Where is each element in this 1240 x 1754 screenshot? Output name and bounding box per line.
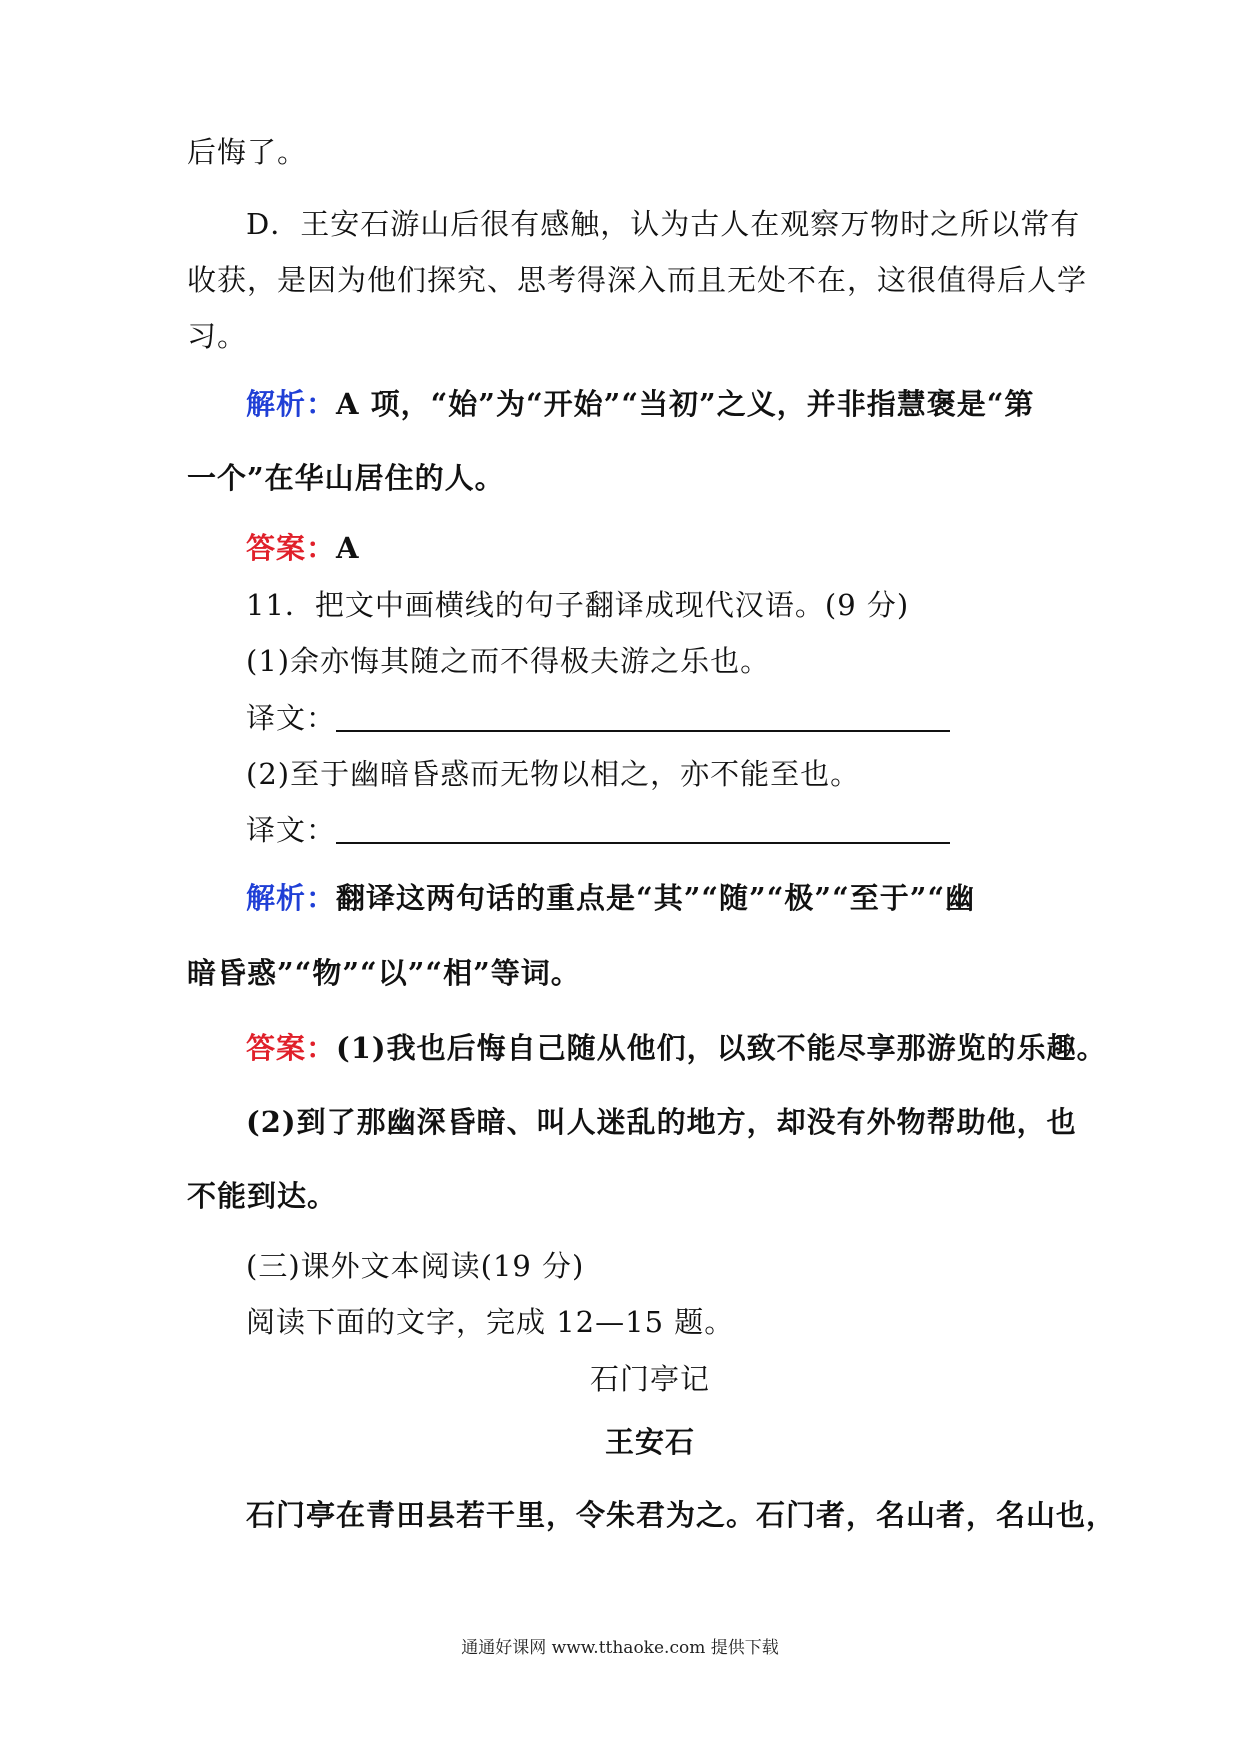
answer-label: 答案： bbox=[246, 1031, 337, 1065]
analysis-label: 解析： bbox=[246, 387, 337, 421]
question-11-sentence-2: (2)至于幽暗昏惑而无物以相之，亦不能至也。 bbox=[246, 757, 861, 791]
passage-title: 石门亭记 bbox=[589, 1362, 710, 1396]
passage-line: 石门亭在青田县若干里，令朱君为之。石门者，名山者，名山也， bbox=[246, 1498, 1117, 1532]
text-line: 后悔了。 bbox=[187, 135, 308, 169]
translation-blank-1[interactable] bbox=[336, 730, 950, 732]
translation-blank-2[interactable] bbox=[336, 842, 950, 844]
instruction: 阅读下面的文字，完成 12—15 题。 bbox=[246, 1305, 735, 1339]
answer-line bbox=[246, 1030, 1107, 1066]
option-d-line: 习。 bbox=[187, 319, 248, 353]
answer-line bbox=[246, 530, 360, 566]
analysis-line bbox=[246, 386, 1034, 422]
section-heading: (三)课外文本阅读(19 分) bbox=[246, 1249, 585, 1283]
analysis-text: A 项，“始”为“开始”“当初”之义，并非指慧褒是“第 bbox=[336, 387, 1035, 421]
analysis-line: 暗昏惑”“物”“以”“相”等词。 bbox=[187, 956, 581, 990]
passage-author: 王安石 bbox=[604, 1425, 695, 1459]
answer-line: 不能到达。 bbox=[187, 1179, 338, 1213]
analysis-text: 翻译这两句话的重点是“其”“随”“极”“至于”“幽 bbox=[336, 881, 976, 915]
page-footer: 通通好课网 www.tthaoke.com 提供下载 bbox=[461, 1638, 779, 1658]
translation-label: 译文： bbox=[246, 813, 337, 847]
answer-text: A bbox=[336, 531, 360, 565]
answer-text: (1)我也后悔自己随从他们，以致不能尽享那游览的乐趣。 bbox=[336, 1031, 1107, 1065]
question-11-sentence-1: (1)余亦悔其随之而不得极夫游之乐也。 bbox=[246, 644, 771, 678]
answer-line: (2)到了那幽深昏暗、叫人迷乱的地方，却没有外物帮助他，也 bbox=[246, 1105, 1077, 1139]
question-11: 11．把文中画横线的句子翻译成现代汉语。(9 分) bbox=[246, 588, 910, 622]
option-d-line: 收获，是因为他们探究、思考得深入而且无处不在，这很值得后人学 bbox=[187, 263, 1088, 297]
analysis-line: 一个”在华山居住的人。 bbox=[187, 461, 505, 495]
analysis-label: 解析： bbox=[246, 881, 337, 915]
translation-label: 译文： bbox=[246, 701, 337, 735]
analysis-line bbox=[246, 880, 975, 916]
option-d-line: D．王安石游山后很有感触，认为古人在观察万物时之所以常有 bbox=[246, 207, 1081, 241]
answer-label: 答案： bbox=[246, 531, 337, 565]
